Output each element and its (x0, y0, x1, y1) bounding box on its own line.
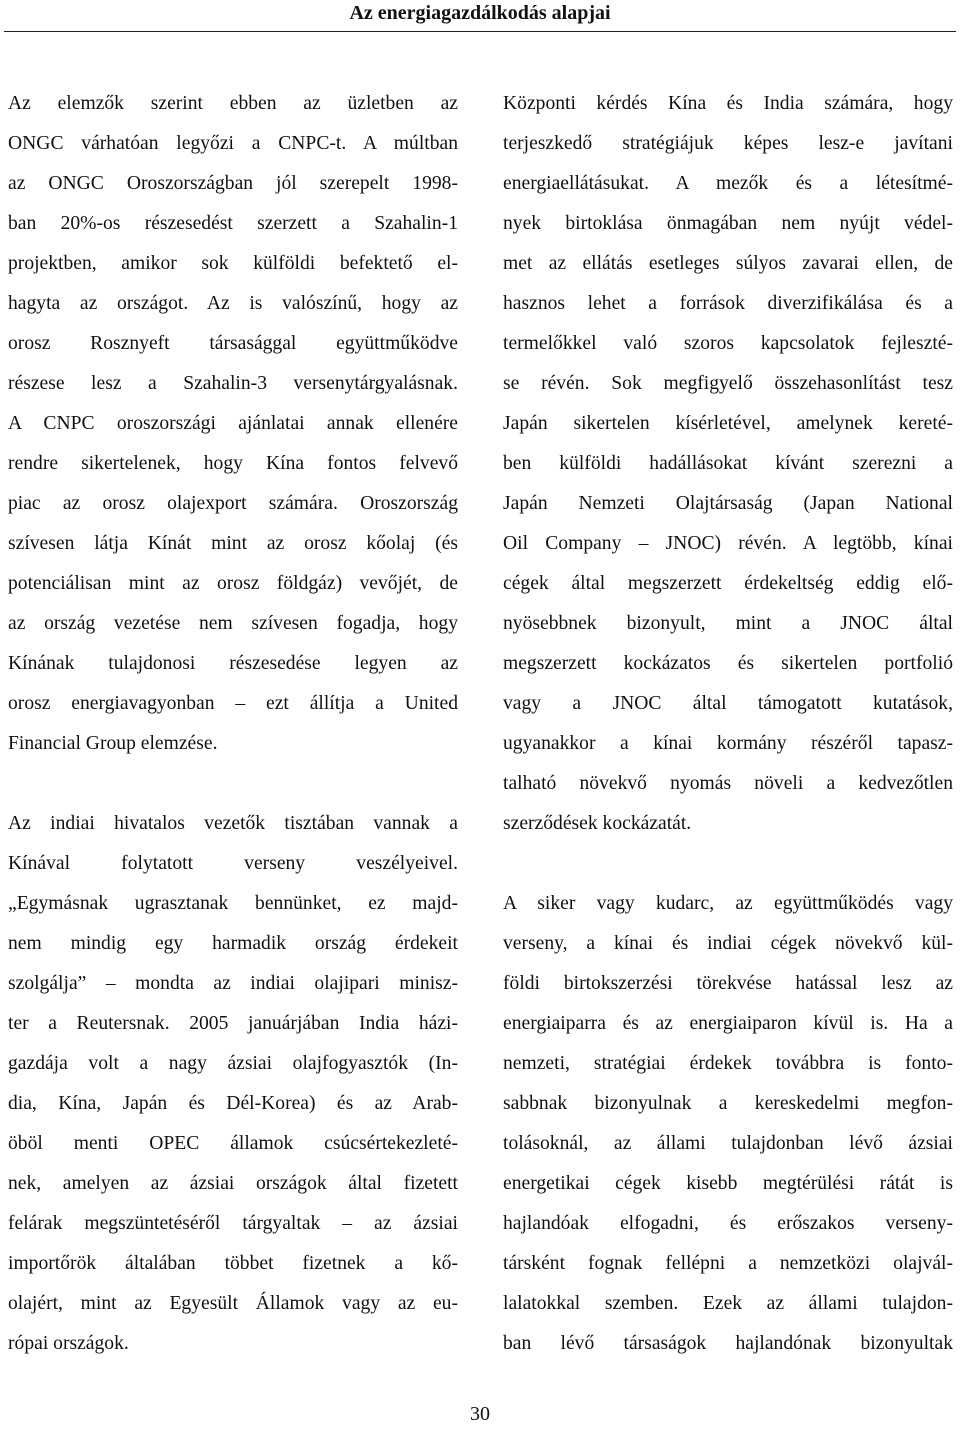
text-line: orosz energiavagyonban – ezt állítja a United (8, 693, 458, 714)
text-line: ugyanakkor a kínai kormány részéről tapasz- (503, 733, 953, 754)
text-line: A siker vagy kudarc, az együttműködés vagy (503, 893, 953, 914)
paragraph-gap (8, 764, 458, 804)
paragraph (8, 84, 458, 764)
text-line: tolásoknál, az állami tulajdonban lévő ázsiai (503, 1133, 953, 1154)
running-header: Az energiagazdálkodás alapjai (349, 2, 611, 24)
text-line: se révén. Sok megfigyelő összehasonlítást tesz (503, 373, 953, 394)
paragraph (503, 84, 953, 844)
text-line: termelőkkel való szoros kapcsolatok fejleszté- (503, 333, 953, 354)
text-line: projektben, amikor sok külföldi befektető el- (8, 253, 458, 274)
page-number: 30 (470, 1403, 490, 1425)
paragraph (503, 884, 953, 1364)
text-line: szívesen látja Kínát mint az orosz kőolaj (és (8, 533, 458, 554)
text-line: gazdája volt a nagy ázsiai olajfogyasztók (In- (8, 1053, 458, 1074)
text-line: nemzeti, stratégiai érdekek továbbra is fonto- (503, 1053, 953, 1074)
text-line: rópai országok. (8, 1333, 129, 1354)
text-line: „Egymásnak ugrasztanak bennünket, ez majd- (8, 893, 458, 914)
text-line: energiaiparra és az energiaiparon kívül is. Ha a (503, 1013, 953, 1034)
text-line: földi birtokszerzési törekvése hatással lesz az (503, 973, 953, 994)
text-line: energetikai cégek kisebb megtérülési rátát is (503, 1173, 953, 1194)
text-line: az ország vezetése nem szívesen fogadja, hogy (8, 613, 458, 634)
text-line: Financial Group elemzése. (8, 733, 218, 754)
text-line: olajért, mint az Egyesült Államok vagy az eu- (8, 1293, 458, 1314)
text-line: hasznos lehet a források diverzifikálása és a (503, 293, 953, 314)
text-line: nyek birtoklása önmagában nem nyújt védel- (503, 213, 953, 234)
text-line: ter a Reutersnak. 2005 januárjában India házi- (8, 1013, 458, 1034)
text-line: ben külföldi hadállásokat kívánt szerezni a (503, 453, 953, 474)
header-divider (4, 31, 956, 32)
text-line: szerződések kockázatát. (503, 813, 692, 834)
text-line: Kínának tulajdonosi részesedése legyen az (8, 653, 458, 674)
text-line: Kínával folytatott verseny veszélyeivel. (8, 853, 458, 874)
text-line: öböl menti OPEC államok csúcsértekezleté- (8, 1133, 458, 1154)
text-line: ban 20%-os részesedést szerzett a Szahalin-1 (8, 213, 458, 234)
right-column (503, 84, 953, 1364)
text-line: Az elemzők szerint ebben az üzletben az (8, 93, 458, 114)
text-line: A CNPC oroszországi ajánlatai annak ellenére (8, 413, 458, 434)
text-line: orosz Rosznyeft társasággal együttműködve (8, 333, 458, 354)
text-line: cégek által megszerzett érdekeltség eddig elő- (503, 573, 953, 594)
text-line: sabbnak bizonyulnak a kereskedelmi megfon- (503, 1093, 953, 1114)
text-line: Japán sikertelen kísérletével, amelynek kereté- (503, 413, 953, 434)
text-line: talható növekvő nyomás növeli a kedvezőtlen (503, 773, 953, 794)
text-line: potenciálisan mint az orosz földgáz) vevőjét, de (8, 573, 458, 594)
text-line: hajlandóak elfogadni, és erőszakos verseny- (503, 1213, 953, 1234)
text-line: ban lévő társaságok hajlandónak bizonyultak (503, 1333, 953, 1354)
text-line: nem mindig egy harmadik ország érdekeit (8, 933, 458, 954)
paragraph-gap (503, 844, 953, 884)
text-line: társként fognak fellépni a nemzetközi olajvál- (503, 1253, 953, 1274)
text-line: nyösebbnek bizonyult, mint a JNOC által (503, 613, 953, 634)
text-line: megszerzett kockázatos és sikertelen portfolió (503, 653, 953, 674)
text-line: nek, amelyen az ázsiai országok által fizetett (8, 1173, 458, 1194)
text-line: részese lesz a Szahalin-3 versenytárgyalásnak. (8, 373, 458, 394)
text-line: met az ellátás esetleges súlyos zavarai ellen, de (503, 253, 953, 274)
text-line: terjeszkedő stratégiájuk képes lesz-e javítani (503, 133, 953, 154)
paragraph (8, 804, 458, 1364)
text-line: felárak megszüntetéséről tárgyaltak – az ázsiai (8, 1213, 458, 1234)
text-line: lalatokkal szemben. Ezek az állami tulajdon- (503, 1293, 953, 1314)
text-line: hagyta az országot. Az is valószínű, hogy az (8, 293, 458, 314)
text-line: Az indiai hivatalos vezetők tisztában vannak a (8, 813, 458, 834)
text-line: energiaellátásukat. A mezők és a létesítmé- (503, 173, 953, 194)
text-line: szolgálja” – mondta az indiai olajipari minisz- (8, 973, 458, 994)
text-line: az ONGC Oroszországban jól szerepelt 1998- (8, 173, 458, 194)
left-column (8, 84, 458, 1364)
text-line: rendre sikertelenek, hogy Kína fontos felvevő (8, 453, 458, 474)
text-line: verseny, a kínai és indiai cégek növekvő kül- (503, 933, 953, 954)
text-line: ONGC várhatóan legyőzi a CNPC-t. A múltban (8, 133, 458, 154)
text-line: Oil Company – JNOC) révén. A legtöbb, kínai (503, 533, 953, 554)
text-line: dia, Kína, Japán és Dél-Korea) és az Arab- (8, 1093, 458, 1114)
text-line: Japán Nemzeti Olajtársaság (Japan National (503, 493, 953, 514)
text-line: piac az orosz olajexport számára. Oroszország (8, 493, 458, 514)
text-line: Központi kérdés Kína és India számára, hogy (503, 93, 953, 114)
text-line: importőrök általában többet fizetnek a kő- (8, 1253, 458, 1274)
text-line: vagy a JNOC által támogatott kutatások, (503, 693, 953, 714)
